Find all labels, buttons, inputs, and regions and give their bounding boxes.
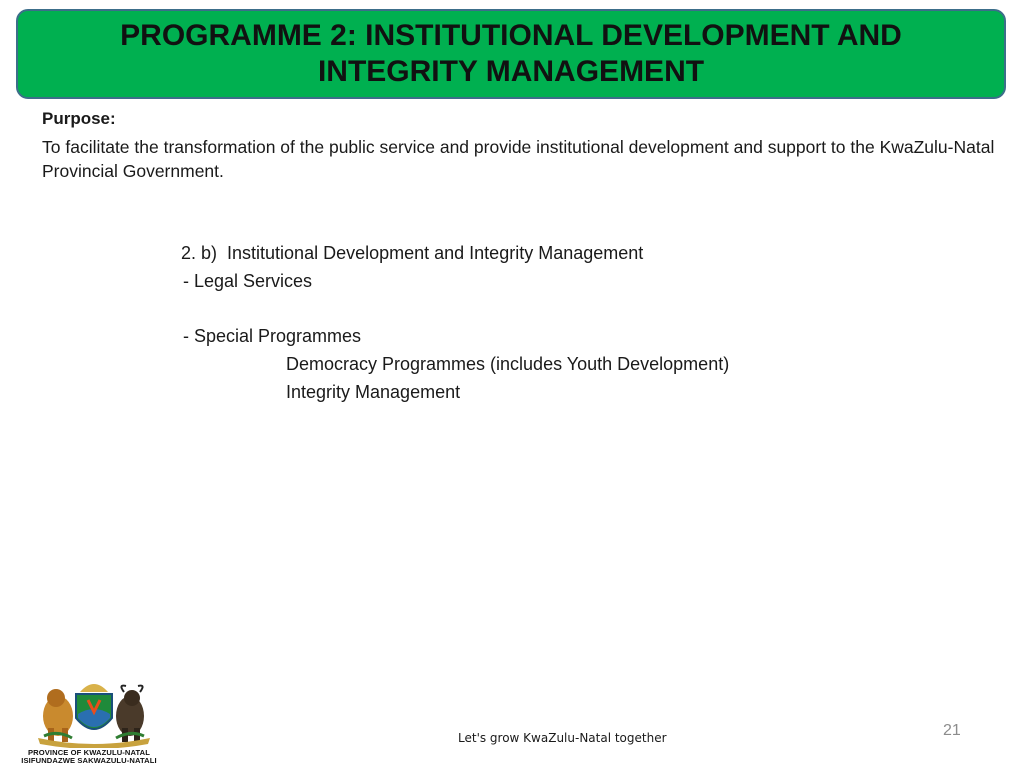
logo-caption-english: PROVINCE OF KWAZULU-NATAL bbox=[27, 748, 151, 757]
item-democracy-programmes: Democracy Programmes (includes Youth Development) bbox=[286, 354, 730, 374]
slide-title: PROGRAMME 2: INSTITUTIONAL DEVELOPMENT AND INTEGRITY MANAGEMENT bbox=[120, 19, 902, 88]
province-logo bbox=[8, 678, 170, 764]
logo-caption-zulu: ISIFUNDAZWE SAKWAZULU-NATALI bbox=[21, 756, 157, 765]
purpose-label: Purpose: bbox=[42, 109, 116, 128]
item-integrity-management: Integrity Management bbox=[286, 382, 461, 402]
item-legal-services: - Legal Services bbox=[183, 271, 313, 291]
item-special-programmes: - Special Programmes bbox=[183, 326, 362, 346]
purpose-text: To facilitate the transformation of the public service and provide institutional development and support to the KwaZulu-Natal Provincial Government. bbox=[42, 137, 995, 181]
title-banner bbox=[16, 9, 1006, 99]
subprogramme-heading: 2. b) Institutional Development and Integrity Management bbox=[181, 243, 644, 263]
coat-of-arms-icon bbox=[8, 678, 170, 748]
page-number: 21 bbox=[943, 722, 961, 739]
footer-slogan: Let's grow KwaZulu-Natal together bbox=[458, 731, 667, 745]
